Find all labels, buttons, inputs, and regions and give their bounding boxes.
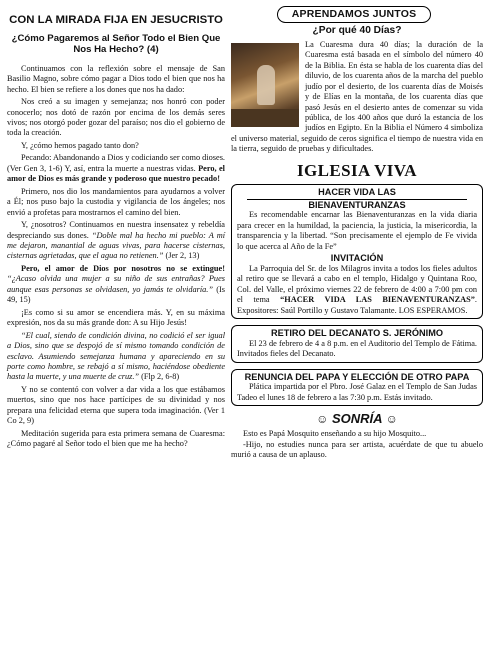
paragraph-5: Primero, nos dio los mandamientos para ayudarnos a volver a Él; nos puso bajo la custodia y vigilancia de los ángeles; nos envió a profetas para mostrarnos el camino del bien. (7, 186, 225, 217)
smiley-icon-right: ☺ (385, 412, 398, 427)
paragraph-3: Y, ¿cómo hemos pagado tanto don? (21, 140, 139, 150)
left-column (7, 14, 225, 452)
aprendamos-header: APRENDAMOS JUNTOS (277, 6, 431, 23)
desert-ground (231, 109, 299, 127)
paragraph-6-quote: “Doble mal ha hecho mi pueblo: A mí me dejaron, manantial de aguas vivas, para hacerse cisternas, cisternas agrietadas, que el agua no retienen.” (7, 230, 226, 261)
paragraph-1: Continuamos con la reflexión sobre el mensaje de San Basilio Magno, sobre cómo pagar a Dios todo el bien que nos ha hecho. El bien se refiere a los dones que nos ha dado: (7, 63, 225, 94)
hacer-vida-intro: Es recomendable encarnar las Bienaventuranzas en la vida diaria para crecer en la humildad, la paciencia, la justicia, la misericordia, la transparencia y la libertad. “Son precisamente el ejemplo de Fe vivida lo que acerca al Año de la Fe” (237, 210, 477, 251)
joke-line-2: -Hijo, no estudies nunca para ser artista, acuérdate de que tu abuelo murió a causa de un aplauso. (231, 439, 483, 460)
right-column (231, 6, 483, 461)
paragraph-6 (7, 220, 225, 262)
paragraph-7-ref: (Is 49, 15) (7, 284, 225, 305)
smiley-icon-left: ☺ (316, 412, 329, 427)
paragraph-9 (7, 331, 225, 383)
paragraph-7 (7, 264, 225, 306)
invitacion-theme: “HACER VIDA LAS BIENAVENTURANZAS” (280, 295, 475, 305)
renuncia-body: Plática impartida por el Pbro. José Galaz en el Templo de San Judas Tadeo el lunes 18 de febrero a las 7:30 p.m. Estás invitado. (237, 382, 477, 402)
invitacion-speakers: . Expositores: Saúl Portillo y Gustavo Talamante. LOS ESPERAMOS. (237, 295, 477, 315)
paragraph-6-ref: (Jer 2, 13) (163, 251, 200, 261)
paragraph-4-bold: Pero, el amor de Dios es más grande y poderoso que nuestro pecado! (7, 163, 225, 184)
invitacion-body (237, 264, 477, 316)
jesus-desert-image (231, 43, 299, 127)
retiro-body: El 23 de febrero de 4 a 8 p.m. en el Auditorio del Templo de Fátima. Invitados fieles del Decanato. (237, 338, 477, 359)
invitacion-text: La Parroquia del Sr. de los Milagros invita a todos los fieles adultos al retiro que se llevará a cabo en el templo, Hidalgo y Quintana Roo, Col. del Valle, el próximo viernes 22 de febrero de 4:00 a 7:00 pm con el tema (237, 263, 477, 305)
paragraph-8: ¡Es como si su amor se encendiera más. Y, en su máxima expresión, nos da su más grande don: A su Hijo Jesús! (7, 307, 225, 328)
paragraph-4 (7, 153, 225, 184)
aprendamos-question: ¿Por qué 40 Días? (312, 25, 402, 36)
joke-section (231, 429, 483, 460)
paragraph-7-bold: Pero, el amor de Dios por nosotros no se extingue! (21, 263, 225, 273)
sonria-label: SONRÍA (331, 411, 383, 427)
paragraph-2: Nos creó a su imagen y semejanza; nos honró con poder conocerlo; nos dotó de razón por encima de los demás seres vivos; nos otorgó poder gozar del paraíso; nos dio el gobierno de toda la creación. (7, 97, 225, 138)
paragraph-6-text: Y, ¿nosotros? Continuamos en nuestra insensatez y rebeldía despreciando sus dones. (7, 220, 225, 240)
aprendamos-body: La Cuaresma dura 40 días; la duración de la Cuaresma está basada en el símbolo del número 40 de la Biblia. En ésta se habla de los cuarenta días del diluvio, de los cuarenta años de la marcha del pueblo judío por el desierto, de los cuarenta días de Moisés y de Elías en la montaña, de los cuarenta días que pasó Jesús en el desierto antes de comenzar su vida pública, de los 400 años que duró la estancia de los judíos en Egipto. En la Biblia el Número 4 simboliza el universo material, seguido de ceros significa el tiempo de nuestra vida en la tierra, seguido de pruebas y dificultades. (231, 39, 483, 154)
renuncia-box (231, 369, 483, 406)
sonria-title (231, 411, 483, 427)
paragraph-9-ref: (Flp 2, 6-8) (139, 372, 180, 382)
aprendamos-section (231, 40, 483, 155)
paragraph-7-quote: “¿Acaso olvida una mujer a su niño de sus entrañas? Pues aunque esas personas se olvidasen, yo jamás te olvidaría.” (7, 274, 225, 294)
invitacion-label: INVITACIÓN (330, 253, 384, 264)
paragraph-11: Meditación sugerida para esta primera semana de Cuaresma: ¿Cómo pagaré al Señor todo el bien que me ha hecho? (7, 428, 225, 449)
paragraph-9-quote: “El cual, siendo de condición divina, no codició el ser igual a Dios, sino que se despojó de sí mismo tomando condición de esclavo. Asumiendo semejanza humana y apareciendo en su porte como hombre, se rebajó a sí mismo, haciéndose obediente hasta la muerte, y una muerte de cruz.” (7, 330, 225, 382)
article-subtitle: ¿Cómo Pagaremos al Señor Todo el Bien Que Nos Ha Hecho? (4) (11, 33, 221, 56)
article-title: CON LA MIRADA FIJA EN JESUCRISTO (9, 14, 223, 26)
hacer-vida-title-1: HACER VIDA LAS (247, 187, 467, 200)
hacer-vida-title-2: BIENAVENTURANZAS (308, 199, 406, 210)
hacer-vida-box (231, 184, 483, 319)
renuncia-title: RENUNCIA DEL PAPA Y ELECCIÓN DE OTRO PAPA (244, 371, 470, 382)
paragraph-4-text: Pecando: Abandonando a Dios y codiciando ser como dioses. (Ver Gen 3, 1-6) Y, así, entra la muerte a nuestras vidas. (7, 153, 225, 173)
retiro-box (231, 325, 483, 362)
iglesia-viva-title: IGLESIA VIVA (297, 160, 417, 180)
joke-line-1: Esto es Papá Mosquito enseñando a su hijo Mosquito... (243, 429, 427, 439)
retiro-title: RETIRO DEL DECANATO S. JERÓNIMO (270, 328, 444, 339)
praying-figure (257, 65, 275, 105)
paragraph-10: Y no se contentó con volver a dar vida a los que estábamos muertos, sino que nos hace partícipes de su divinidad y nos prepara una felicidad eterna que supera toda imaginación. (Ver 1 Co 2, 9) (7, 384, 225, 426)
